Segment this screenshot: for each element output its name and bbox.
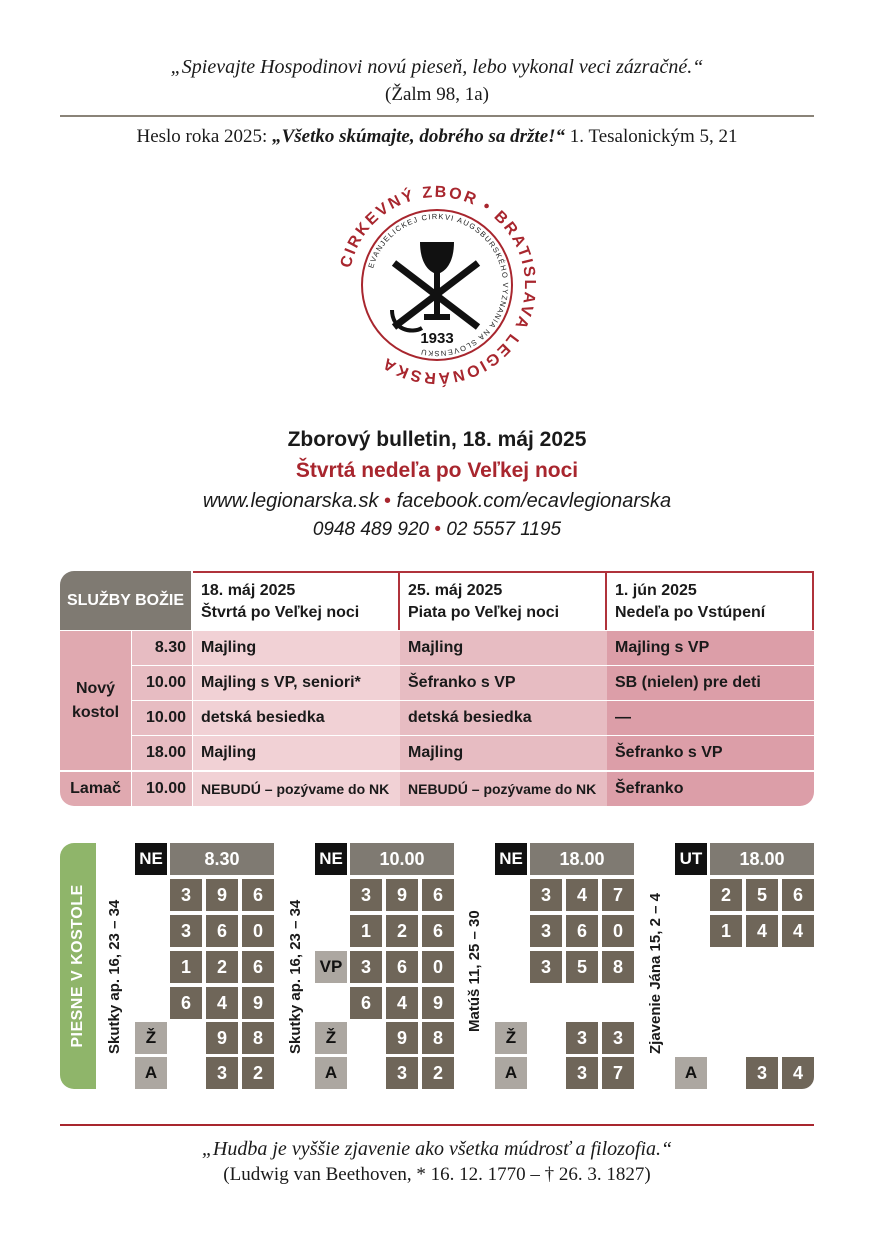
place-lamac: Lamač bbox=[60, 772, 131, 806]
hymn-digit: 7 bbox=[602, 1057, 634, 1089]
hymn-digit: 3 bbox=[386, 1057, 418, 1089]
hymn-digit: 3 bbox=[350, 879, 382, 911]
top-quote: „Spievajte Hospodinovi novú pieseň, lebo vykonal veci zázračné.“ bbox=[170, 56, 704, 78]
row-cell: NEBUDÚ – pozývame do NK bbox=[193, 772, 400, 806]
hymn-digit: 1 bbox=[350, 915, 382, 947]
a-label: A bbox=[135, 1057, 167, 1089]
hymn-digit: 9 bbox=[422, 987, 454, 1019]
reading-1: Skutky ap. 16, 23 – 34 bbox=[106, 899, 123, 1054]
bullet-separator: • bbox=[384, 490, 392, 512]
z-label: Ž bbox=[135, 1022, 167, 1054]
phone-2: 02 5557 1195 bbox=[446, 519, 562, 540]
day-3-date: 1. jún 2025 bbox=[615, 581, 697, 599]
contact-phones bbox=[0, 519, 874, 541]
day-1-name: Štvrtá po Veľkej noci bbox=[201, 603, 360, 621]
service-3-day: NE bbox=[495, 843, 527, 875]
row-cell: Majling bbox=[400, 631, 607, 665]
service-4-time: 18.00 bbox=[710, 843, 814, 875]
hymn-digit: 0 bbox=[242, 915, 274, 947]
z-label: Ž bbox=[315, 1022, 347, 1054]
row-cell: Majling s VP, seniori* bbox=[193, 666, 400, 700]
hymn-digit: 8 bbox=[602, 951, 634, 983]
bulletin-title: Zborový bulletin, 18. máj 2025 bbox=[287, 428, 587, 451]
schedule-header: SLUŽBY BOŽIE bbox=[60, 571, 191, 630]
year-motto bbox=[0, 126, 874, 148]
hymn-digit: 6 bbox=[782, 879, 814, 911]
hymn-digit: 5 bbox=[746, 879, 778, 911]
hymn-digit: 6 bbox=[170, 987, 202, 1019]
hymn-digit: 0 bbox=[422, 951, 454, 983]
day-3-name: Nedeľa po Vstúpení bbox=[615, 603, 766, 621]
row-cell: detská besiedka bbox=[193, 701, 400, 735]
hymn-digit: 4 bbox=[566, 879, 598, 911]
hymn-digit: 3 bbox=[746, 1057, 778, 1089]
row-cell: Majling bbox=[400, 736, 607, 770]
motto-prefix: Heslo roka 2025: bbox=[136, 126, 273, 147]
a-label: A bbox=[495, 1057, 527, 1089]
hymn-digit: 2 bbox=[710, 879, 742, 911]
hymn-digit: 6 bbox=[206, 915, 238, 947]
hymn-digit: 2 bbox=[386, 915, 418, 947]
hymn-digit: 8 bbox=[242, 1022, 274, 1054]
chalice-cross-icon bbox=[392, 242, 478, 331]
hymns-label-text: PIESNE V KOSTOLE bbox=[69, 884, 86, 1048]
hymn-digit: 6 bbox=[386, 951, 418, 983]
divider bbox=[60, 1124, 814, 1126]
row-cell: NEBUDÚ – pozývame do NK bbox=[400, 772, 607, 806]
hymn-digit: 3 bbox=[566, 1022, 598, 1054]
place-line-2: kostol bbox=[71, 703, 120, 721]
row-cell: detská besiedka bbox=[400, 701, 607, 735]
hymn-digit: 3 bbox=[206, 1057, 238, 1089]
hymn-digit: 9 bbox=[242, 987, 274, 1019]
hymn-digit: 9 bbox=[386, 879, 418, 911]
reading-2: Skutky ap. 16, 23 – 34 bbox=[287, 899, 304, 1054]
row-cell: Šefranko bbox=[607, 772, 814, 806]
hymn-digit: 6 bbox=[242, 879, 274, 911]
hymn-digit: 3 bbox=[530, 951, 562, 983]
bottom-quote: „Hudba je vyššie zjavenie ako všetka múdrosť a filozofia.“ bbox=[201, 1138, 673, 1160]
hymn-digit: 6 bbox=[422, 879, 454, 911]
row-cell: — bbox=[607, 701, 814, 735]
hymn-digit: 4 bbox=[782, 915, 814, 947]
day-header-1 bbox=[193, 571, 400, 630]
row-time: 10.00 bbox=[132, 701, 192, 735]
row-time: 18.00 bbox=[132, 736, 192, 770]
hymn-digit: 3 bbox=[602, 1022, 634, 1054]
service-3-time: 18.00 bbox=[530, 843, 634, 875]
bullet-separator: • bbox=[434, 519, 442, 540]
hymn-digit: 6 bbox=[242, 951, 274, 983]
reading-3: Matúš 11, 25 – 30 bbox=[466, 910, 483, 1032]
logo-year: 1933 bbox=[420, 330, 454, 347]
service-4-day: UT bbox=[675, 843, 707, 875]
hymn-digit: 3 bbox=[170, 879, 202, 911]
hymn-digit: 7 bbox=[602, 879, 634, 911]
top-quote-reference: (Žalm 98, 1a) bbox=[385, 84, 489, 105]
hymn-digit: 3 bbox=[566, 1057, 598, 1089]
hymn-digit: 2 bbox=[206, 951, 238, 983]
motto-verse: „Všetko skúmajte, dobrého sa držte!“ bbox=[272, 126, 566, 147]
hymn-digit: 0 bbox=[602, 915, 634, 947]
hymn-digit: 4 bbox=[206, 987, 238, 1019]
row-cell: Šefranko s VP bbox=[607, 736, 814, 770]
z-label: Ž bbox=[495, 1022, 527, 1054]
hymn-digit: 6 bbox=[566, 915, 598, 947]
service-2-day: NE bbox=[315, 843, 347, 875]
hymn-digit: 9 bbox=[206, 879, 238, 911]
bottom-quote-reference: (Ludwig van Beethoven, * 16. 12. 1770 – † 26. 3. 1827) bbox=[223, 1164, 651, 1185]
facebook-link[interactable]: facebook.com/ecavlegionarska bbox=[396, 490, 672, 512]
row-time: 10.00 bbox=[132, 666, 192, 700]
hymn-digit: 4 bbox=[746, 915, 778, 947]
church-seal-logo bbox=[332, 180, 542, 390]
row-cell: Majling bbox=[193, 736, 400, 770]
hymn-digit: 2 bbox=[242, 1057, 274, 1089]
day-header-3 bbox=[607, 571, 814, 630]
service-2-time: 10.00 bbox=[350, 843, 454, 875]
place-line-1: Nový bbox=[75, 679, 116, 697]
logo-outer-text: CIRKEVNÝ ZBOR • BRATISLAVA LEGIONÁRSKA bbox=[337, 183, 539, 387]
hymn-digit: 6 bbox=[422, 915, 454, 947]
hymn-digit: 1 bbox=[170, 951, 202, 983]
hymn-digit: 9 bbox=[386, 1022, 418, 1054]
phone-1: 0948 489 920 bbox=[312, 519, 430, 540]
service-1-time: 8.30 bbox=[170, 843, 274, 875]
row-cell: SB (nielen) pre deti bbox=[607, 666, 814, 700]
hymn-digit: 1 bbox=[710, 915, 742, 947]
hymn-digit: 4 bbox=[782, 1057, 814, 1089]
logo-inner-text: EVANJELICKEJ CIRKVI AUGSBURSKÉHO VYZNANIA NA SLOVENSKU bbox=[366, 211, 511, 359]
row-cell: Majling bbox=[193, 631, 400, 665]
vp-label: VP bbox=[315, 951, 347, 983]
row-cell: Majling s VP bbox=[607, 631, 814, 665]
row-cell: Šefranko s VP bbox=[400, 666, 607, 700]
day-1-date: 18. máj 2025 bbox=[201, 581, 296, 599]
hymn-digit: 5 bbox=[566, 951, 598, 983]
hymn-digit: 4 bbox=[386, 987, 418, 1019]
place-novy-kostol bbox=[60, 631, 131, 770]
hymn-digit: 3 bbox=[350, 951, 382, 983]
hymn-digit: 8 bbox=[422, 1022, 454, 1054]
hymn-digit: 3 bbox=[530, 879, 562, 911]
a-label: A bbox=[315, 1057, 347, 1089]
service-1-day: NE bbox=[135, 843, 167, 875]
day-header-2 bbox=[400, 571, 607, 630]
website-link[interactable]: www.legionarska.sk bbox=[202, 490, 379, 512]
hymn-digit: 9 bbox=[206, 1022, 238, 1054]
row-time: 8.30 bbox=[132, 631, 192, 665]
bulletin-subtitle: Štvrtá nedeľa po Veľkej noci bbox=[295, 459, 579, 482]
motto-reference: 1. Tesalonickým 5, 21 bbox=[565, 126, 738, 147]
reading-4: Zjavenie Jána 15, 2 – 4 bbox=[647, 893, 664, 1054]
a-label: A bbox=[675, 1057, 707, 1089]
day-2-name: Piata po Veľkej noci bbox=[408, 603, 560, 621]
day-2-date: 25. máj 2025 bbox=[408, 581, 503, 599]
divider bbox=[60, 115, 814, 117]
hymn-digit: 2 bbox=[422, 1057, 454, 1089]
hymn-digit: 3 bbox=[170, 915, 202, 947]
contact-web bbox=[0, 490, 874, 513]
hymns-label bbox=[60, 843, 96, 1089]
hymn-digit: 3 bbox=[530, 915, 562, 947]
hymn-digit: 6 bbox=[350, 987, 382, 1019]
row-time: 10.00 bbox=[132, 772, 192, 806]
